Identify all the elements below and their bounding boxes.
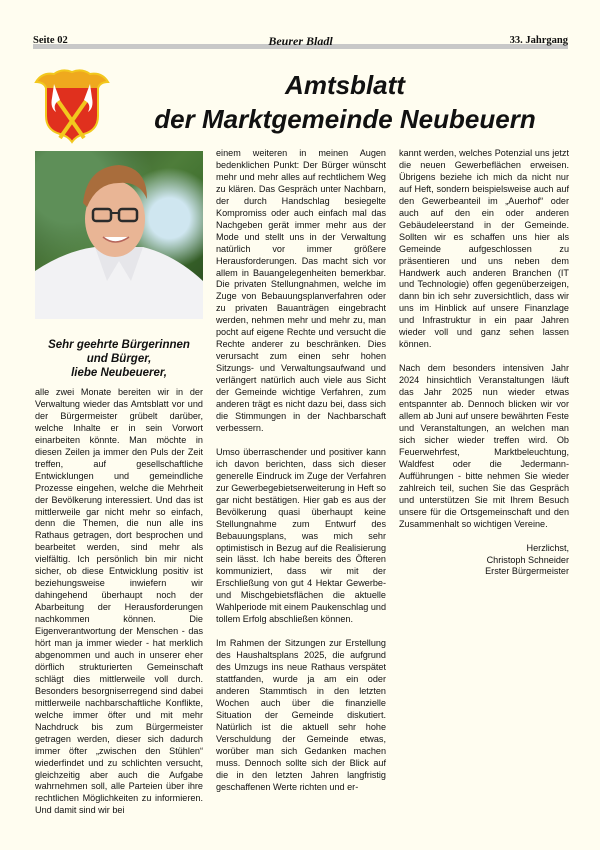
signature-closing: Herzlichst, — [526, 542, 569, 553]
article-column-2 — [216, 148, 386, 806]
article-column-3 — [399, 148, 569, 578]
paragraph: alle zwei Monate bereiten wir in der Verwaltung wieder das Amtsblatt vor und der Bürgermeister grübelt darüber, welche Inhalte er in sein Vorwort einarbeiten könnte. Man möchte in diesen Zeilen ja immer den Puls der Zeit treffen, auf gesellschaftliche Entwicklungen und gemeindliche Prozesse eingehen, welche die Mehrheit der Bevölkerung interessiert. Und das ist mittlerweile gar nicht mehr so einfach, denn die Themen, die nun alle ins Rathaus getragen, dort besprochen und bearbeitet werden, sind mehr als vielfältig. Ich persönlich bin mir nicht sicher, ob diese Entwicklung positiv ist beziehungsweise inwiefern wir dahingehend überhaupt noch der Abarbeitung der Herausforderungen nachkommen können. Die Eigenverantwortung der Menschen - das hört man ja immer wieder - hat merklich abgenommen und auch in unserer eher dörflich strukturierten Gemeinschaft schlägt dies mittlerweile voll durch. Besonders besorgniserregend sind dabei mittlerweile nachbarschaftliche Konflikte, welche immer öfter und mit mehr Nachdruck bis zum Bürgermeister getragen werden, dieser sich dadurch immer öfter „zwischen den Stühlen“ wiederfindet und zu schlichten versucht, gleichzeitig aber auch die Aufgabe wahrnehmen soll, alle Parteien über ihre rechtlichen Möglichkeiten zu informieren. Und damit sind wir bei — [35, 387, 203, 816]
title-line-1: Amtsblatt — [285, 70, 405, 100]
mayor-portrait-photo — [35, 151, 203, 319]
greeting-line-1: Sehr geehrte Bürgerinnen — [48, 339, 190, 351]
page-number: Seite 02 — [33, 35, 68, 46]
paragraph: Nach dem besonders intensiven Jahr 2024 hinsichtlich Veranstaltungen läuft das Jahr 2025 nun wieder etwas entspannter ab. Dennoch blicken wir vor allem ab Juni auf unsere bewährten Feste und Veranstaltungen, an welchen man sich sicher wieder treffen wird. Ob Feuerwehrfest, Marktbeleuchtung, Waldfest oder die Jedermann-Aufführungen - bitte nehmen Sie wieder zahlreich teil, suchen Sie das Gespräch und unterstützen Sie mit Ihrem Besuch unsere für die Ortsgemeinschaft und den Zusammenhalt so wichtigen Vereine. — [399, 363, 569, 529]
signature-block — [399, 543, 569, 579]
article-column-1 — [35, 387, 203, 829]
greeting — [35, 338, 203, 380]
coat-of-arms-icon — [32, 68, 112, 144]
paragraph: Umso überraschender und positiver kann ich davon berichten, dass sich dieser generelle Eindruck im Zuge der Verfahren zur Gewerbegebietserweiterung in Heft so gar nicht bestätigen. Hier gab es aus der Bevölkerung quasi überhaupt keine Stellungnahme zum Entwurf des Bebauungsplans, was mich sehr optimistisch in Bezug auf die Realisierung sein lässt. Ich habe bereits des Öfteren kommuniziert, dass wir mit der Erschließung von gut 4 Hektar Gewerbe- und Mischgebietsflächen die aktuelle Wahlperiode mit einem Paukenschlag und tollem Erfolg abschließen können. — [216, 446, 387, 625]
paragraph: kannt werden, welches Potenzial uns jetzt die neuen Gewerbeflächen erweisen. Übrigens beziehe ich mich da nicht nur auf Heft, sondern beispielsweise auch auf den Gewerbeanteil im „Auerhof“ oder auch auf den ein oder anderen Gebäudeleerstand in der Gemeinde. Sollten wir es schaffen uns hier als Gemeinde aufgeschlossen zu präsentieren und uns neben dem Handwerk auch anderen Branchen (IT und Technologie) offen gegenüberzeigen, dann bin ich sehr zuversichtlich, dass wir uns im Hinblick auf unsere Finanzlage und Infrastruktur in ein paar Jahren wieder voll und ganz sehen lassen können. — [399, 148, 569, 350]
greeting-line-3: liebe Neubeuerer, — [71, 367, 167, 379]
greeting-line-2: und Bürger, — [86, 353, 152, 365]
page-title — [120, 68, 570, 136]
signature-name: Christoph Schneider — [486, 554, 569, 565]
volume-label: 33. Jahrgang — [509, 35, 568, 46]
paragraph: Im Rahmen der Sitzungen zur Erstellung des Haushaltsplans 2025, die aufgrund des Umzugs ins neue Rathaus verspätet stattfanden, wurde ja am ein oder anderen Stammtisch in den letzten Wochen auch über die finanzielle Situation der Gemeinde diskutiert. Natürlich ist die aktuell sehr hohe Verschuldung der Gemeinde etwas, worüber man sich Gedanken machen muss. Dennoch sollte sich der Blick auf die in den letzten Jahren langfristig geschaffenen Werte richten und er- — [216, 638, 386, 792]
portrait-illustration — [35, 151, 203, 319]
page-header — [33, 34, 568, 48]
title-line-2: der Marktgemeinde Neubeuern — [154, 104, 536, 134]
paragraph: einem weiteren in meinen Augen bedenklichen Punkt: Der Bürger wünscht mehr und mehr alles auf rechtlichem Weg zu klären. Das Gespräch unter Nachbarn, der durch Handschlag besiegelte Kompromiss oder auch einfach mal das Nachgeben gerät immer mehr aus der Mode und stellt uns in der Verwaltung natürlich vor immer größere Herausforderungen. Das macht sich vor allem in Bauangelegenheiten bemerkbar. Die privaten Stellungnahmen, welche im Zuge von Bebauungsplanverfahren oder zu privaten Bauanträgen eingebracht werden, nehmen mehr und mehr zu, man pocht auf eigene Rechte und versucht die Rechte anderer zu beschränken. Dies verursacht zum einen sehr hohen Sitzungs- und Verwaltungsaufwand und verlängert natürlich auch viele aus Sicht der Gemeinde wichtige Verfahren, zum anderen trägt es nicht dazu bei, dass sich die Stimmungen in der Nachbarschaft verbessern. — [216, 148, 386, 433]
publication-name: Beurer Bladl — [268, 34, 333, 48]
signature-role: Erster Bürgermeister — [485, 566, 569, 577]
